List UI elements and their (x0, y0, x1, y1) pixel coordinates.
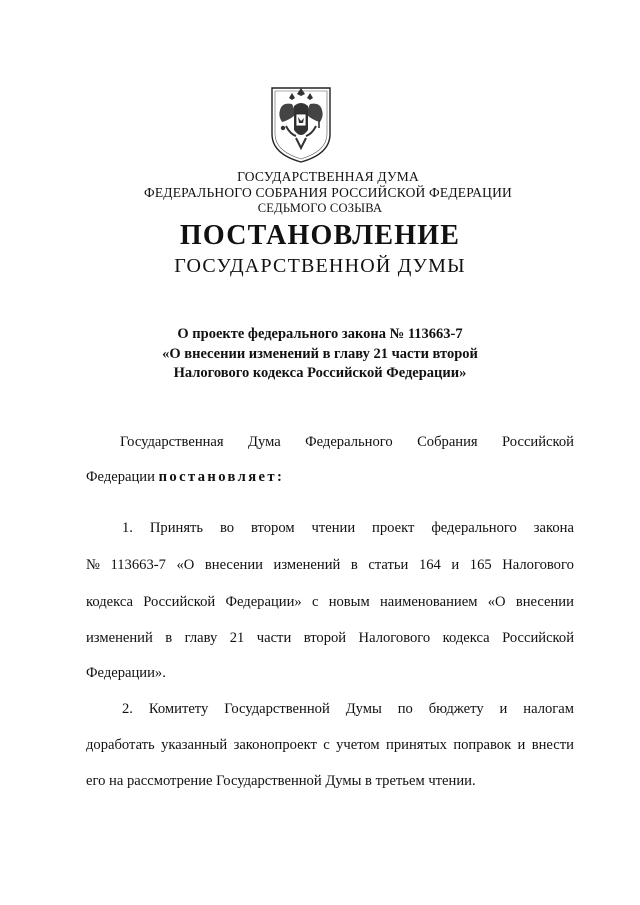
document-type-title: ПОСТАНОВЛЕНИЕ (179, 220, 461, 251)
org-line-2: ФЕДЕРАЛЬНОГО СОБРАНИЯ РОССИЙСКОЙ ФЕДЕРАЦИИ (144, 185, 512, 200)
word: статьи (368, 557, 409, 573)
word: Налогового (502, 557, 574, 573)
word: и (451, 557, 460, 573)
clause-1-line-4 (86, 630, 574, 647)
word: федерального (431, 520, 517, 536)
word: поправок (453, 737, 512, 753)
word: налогам (523, 701, 574, 717)
word: указанный (161, 737, 228, 753)
preamble-line-2 (86, 469, 574, 486)
word: по (397, 701, 413, 717)
clause-2-line-3: его на рассмотрение Государственной Думы в третьем чтении. (86, 773, 476, 789)
word: Комитету (148, 701, 209, 717)
word: новым (328, 594, 370, 610)
word: доработать (86, 737, 155, 753)
word: 21 (229, 630, 245, 646)
word: бюджету (428, 701, 484, 717)
clause-1-line-2 (86, 557, 574, 574)
org-line-1: ГОСУДАРСТВЕННАЯ ДУМА (237, 169, 419, 184)
word: внесении (204, 557, 263, 573)
word: и (499, 701, 508, 717)
word: изменений (86, 630, 153, 646)
convocation-line: СЕДЬМОГО СОЗЫВА (257, 201, 383, 215)
resolution-subject (0, 325, 640, 384)
clause-1-line-1 (122, 520, 574, 537)
word: Думы (345, 701, 382, 717)
word: № (86, 557, 100, 573)
word: 113663-7 (110, 557, 166, 573)
subject-line-1: О проекте федерального закона № 113663-7 (177, 326, 463, 342)
word: чтении (311, 520, 356, 536)
word: 2. (122, 701, 133, 717)
preamble-federation-word: Федерации (86, 469, 155, 485)
word: Федерации» (225, 594, 302, 610)
word: 1. (122, 520, 133, 536)
word: Федерального (305, 434, 393, 450)
word: «О (487, 594, 506, 610)
word: внесении (515, 594, 574, 610)
subject-line-2: «О внесении изменений в главу 21 части второй (162, 345, 478, 362)
decides-word: постановляет: (158, 469, 285, 485)
word: изменений (273, 557, 341, 573)
word: с (323, 737, 330, 753)
word: главу (184, 630, 218, 646)
word: в (165, 630, 173, 646)
word: Налогового (358, 630, 431, 646)
document-type-subtitle: ГОСУДАРСТВЕННОЙ ДУМЫ (174, 255, 466, 277)
word: Российской (502, 434, 574, 450)
word: Российской (502, 630, 574, 646)
clause-1-line-3 (86, 594, 574, 611)
word: принятых (386, 737, 447, 753)
preamble-line-1 (120, 434, 574, 451)
word: кодекса (442, 630, 490, 646)
word: законопроект (233, 737, 317, 753)
word: Принять (149, 520, 204, 536)
word: Государственная (120, 434, 224, 450)
word: Государственной (224, 701, 330, 717)
russian-coat-of-arms-icon (268, 84, 334, 164)
word: Российской (143, 594, 216, 610)
word: второй (303, 630, 347, 646)
word: Собрания (417, 434, 478, 450)
clause-2-line-2 (86, 737, 574, 754)
word: закона (533, 520, 574, 536)
word: учетом (336, 737, 380, 753)
word: части (256, 630, 292, 646)
word: наименованием (380, 594, 478, 610)
word: с (311, 594, 319, 610)
word: Дума (248, 434, 281, 450)
word: во (220, 520, 235, 536)
word: в (350, 557, 358, 573)
word: внести (531, 737, 574, 753)
clause-2-line-1 (122, 701, 574, 718)
word: и (517, 737, 526, 753)
word: 164 (418, 557, 441, 573)
word: втором (251, 520, 295, 536)
clause-1-line-5: Федерации». (86, 665, 166, 681)
word: кодекса (86, 594, 133, 610)
word: «О (176, 557, 195, 573)
subject-line-3: Налогового кодекса Российской Федерации» (173, 365, 467, 381)
word: проект (372, 520, 415, 536)
word: 165 (469, 557, 492, 573)
